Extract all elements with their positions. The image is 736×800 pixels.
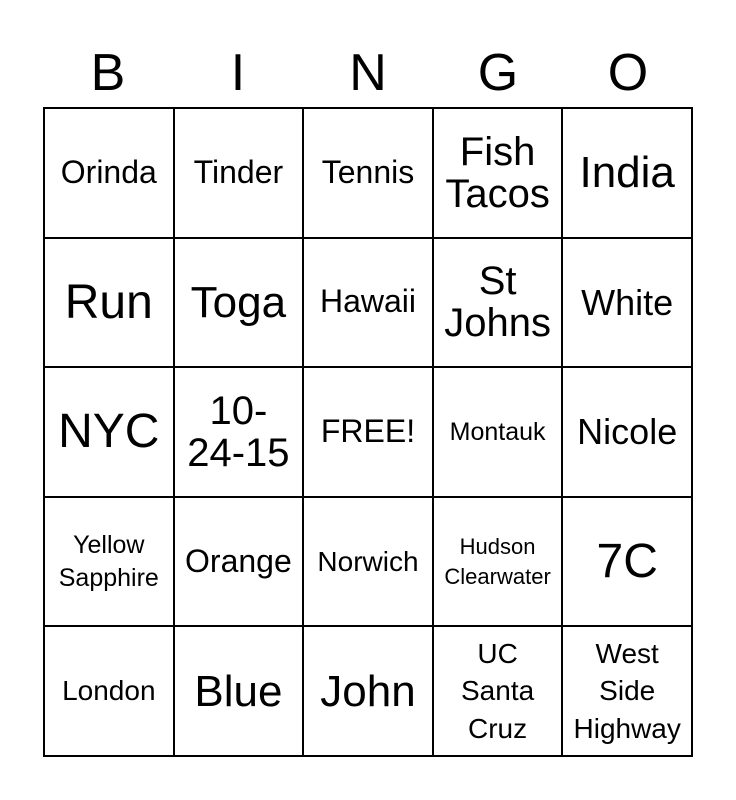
bingo-cell[interactable]: White bbox=[563, 239, 693, 369]
bingo-cell[interactable]: 10- 24-15 bbox=[175, 368, 305, 498]
bingo-cell[interactable]: Yellow Sapphire bbox=[45, 498, 175, 628]
header-letter-o: O bbox=[607, 44, 649, 102]
bingo-cell[interactable]: Montauk bbox=[434, 368, 564, 498]
header-letter-i: I bbox=[230, 44, 246, 102]
bingo-header bbox=[43, 40, 693, 106]
bingo-cell[interactable]: John bbox=[304, 627, 434, 757]
bingo-cell[interactable]: NYC bbox=[45, 368, 175, 498]
bingo-cell[interactable]: Orinda bbox=[45, 109, 175, 239]
bingo-cell[interactable]: Hawaii bbox=[304, 239, 434, 369]
bingo-cell[interactable]: St Johns bbox=[434, 239, 564, 369]
bingo-cell[interactable]: Blue bbox=[175, 627, 305, 757]
header-letter-g: G bbox=[477, 44, 519, 102]
bingo-cell[interactable]: Tinder bbox=[175, 109, 305, 239]
header-letter-b: B bbox=[90, 44, 126, 102]
bingo-cell[interactable]: Nicole bbox=[563, 368, 693, 498]
bingo-cell[interactable]: Fish Tacos bbox=[434, 109, 564, 239]
bingo-cell[interactable]: 7C bbox=[563, 498, 693, 628]
bingo-grid bbox=[43, 107, 693, 757]
bingo-cell[interactable]: Norwich bbox=[304, 498, 434, 628]
bingo-cell[interactable]: Orange bbox=[175, 498, 305, 628]
bingo-cell[interactable]: Toga bbox=[175, 239, 305, 369]
bingo-cell[interactable]: Run bbox=[45, 239, 175, 369]
bingo-cell[interactable]: Hudson Clearwater bbox=[434, 498, 564, 628]
bingo-cell[interactable]: Tennis bbox=[304, 109, 434, 239]
bingo-cell[interactable]: West Side Highway bbox=[563, 627, 693, 757]
bingo-cell[interactable]: London bbox=[45, 627, 175, 757]
header-letter-n: N bbox=[349, 44, 387, 102]
bingo-cell[interactable]: UC Santa Cruz bbox=[434, 627, 564, 757]
bingo-cell[interactable]: India bbox=[563, 109, 693, 239]
free-space-cell[interactable]: FREE! bbox=[304, 368, 434, 498]
